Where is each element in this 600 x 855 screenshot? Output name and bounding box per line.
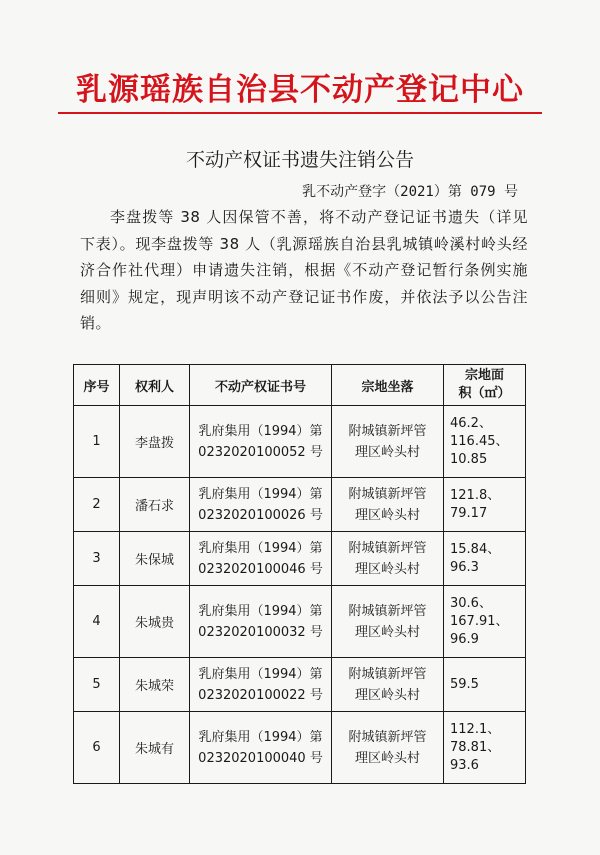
row-owner: 李盘拨 [120, 406, 190, 478]
certificate-line: 乳府集用（1994）第 [198, 603, 323, 619]
table-row [74, 586, 526, 658]
area-value: 93.6 [450, 757, 479, 773]
location-line: 理区岭头村 [354, 750, 420, 766]
table-header-row [74, 365, 526, 406]
row-location [332, 532, 444, 586]
area-value: 15.84、 [450, 541, 501, 557]
certificate-line: 0232020100022 号 [198, 687, 323, 703]
row-number: 1 [74, 406, 120, 478]
table-row [74, 532, 526, 586]
area-value: 59.5 [450, 676, 479, 692]
row-certificate [190, 712, 332, 784]
certificate-line: 乳府集用（1994）第 [198, 486, 323, 502]
row-number: 6 [74, 712, 120, 784]
location-line: 理区岭头村 [354, 624, 420, 640]
location-line: 理区岭头村 [354, 687, 420, 703]
row-number: 3 [74, 532, 120, 586]
area-value: 116.45、 [450, 433, 509, 449]
location-line: 附城镇新坪管 [348, 666, 427, 682]
header-no: 序号 [74, 365, 120, 406]
row-area [444, 586, 526, 658]
location-line: 附城镇新坪管 [348, 486, 427, 502]
area-value: 112.1、 [450, 721, 501, 737]
table-row [74, 406, 526, 478]
header-red-rule [58, 112, 542, 114]
notice-paragraph: 李盘拨等 38 人因保管不善，将不动产登记证书遗失（详见下表）。现李盘拨等 38 人（乳源瑶族自治县乳城镇岭溪村岭头经济合作社代理）申请遗失注销，根据《不动产登记暂行条例实施细则》规定，现声明该不动产登记证书作废，并依法予以公告注销。 [80, 208, 528, 332]
location-line: 附城镇新坪管 [348, 729, 427, 745]
header-cert: 不动产权证书号 [190, 365, 332, 406]
row-location [332, 658, 444, 712]
row-certificate [190, 658, 332, 712]
header-owner: 权利人 [120, 365, 190, 406]
area-value: 167.91、 [450, 613, 509, 629]
row-number: 5 [74, 658, 120, 712]
header-area-line2: 积（㎡） [458, 386, 511, 401]
area-value: 96.9 [450, 631, 479, 647]
certificate-line: 0232020100032 号 [198, 624, 323, 640]
row-area [444, 406, 526, 478]
certificate-line: 0232020100052 号 [198, 444, 323, 460]
row-area [444, 532, 526, 586]
location-line: 理区岭头村 [354, 444, 420, 460]
row-area [444, 478, 526, 532]
lost-certificate-table [73, 364, 526, 784]
certificate-line: 乳府集用（1994）第 [198, 540, 323, 556]
row-certificate [190, 586, 332, 658]
area-value: 78.81、 [450, 739, 501, 755]
row-owner: 朱城有 [120, 712, 190, 784]
row-location [332, 586, 444, 658]
area-value: 121.8、 [450, 487, 501, 503]
location-line: 理区岭头村 [354, 561, 420, 577]
document-number: 乳不动产登字（2021）第 079 号 [302, 184, 518, 200]
row-certificate [190, 532, 332, 586]
certificate-line: 0232020100026 号 [198, 507, 323, 523]
agency-name: 乳源瑶族自治县不动产登记中心 [76, 72, 524, 108]
row-area [444, 658, 526, 712]
area-value: 79.17 [450, 505, 488, 521]
row-location [332, 406, 444, 478]
table-row [74, 658, 526, 712]
row-location [332, 478, 444, 532]
row-area [444, 712, 526, 784]
location-line: 附城镇新坪管 [348, 603, 427, 619]
row-owner: 潘石求 [120, 478, 190, 532]
row-number: 4 [74, 586, 120, 658]
certificate-line: 0232020100046 号 [198, 561, 323, 577]
row-number: 2 [74, 478, 120, 532]
certificate-line: 乳府集用（1994）第 [198, 423, 323, 439]
location-line: 理区岭头村 [354, 507, 420, 523]
certificate-line: 0232020100040 号 [198, 750, 323, 766]
row-location [332, 712, 444, 784]
header-area [444, 365, 526, 406]
row-certificate [190, 406, 332, 478]
row-owner: 朱城贵 [120, 586, 190, 658]
location-line: 附城镇新坪管 [348, 423, 427, 439]
header-area-line1: 宗地面 [464, 368, 504, 383]
area-value: 10.85 [450, 451, 488, 467]
row-owner: 朱城荣 [120, 658, 190, 712]
location-line: 附城镇新坪管 [348, 540, 427, 556]
area-value: 46.2、 [450, 415, 492, 431]
table-row [74, 478, 526, 532]
area-value: 30.6、 [450, 595, 492, 611]
table-row [74, 712, 526, 784]
area-value: 96.3 [450, 559, 479, 575]
certificate-line: 乳府集用（1994）第 [198, 666, 323, 682]
notice-title: 不动产权证书遗失注销公告 [185, 149, 414, 171]
certificate-line: 乳府集用（1994）第 [198, 729, 323, 745]
row-owner: 朱保城 [120, 532, 190, 586]
header-location: 宗地坐落 [332, 365, 444, 406]
row-certificate [190, 478, 332, 532]
